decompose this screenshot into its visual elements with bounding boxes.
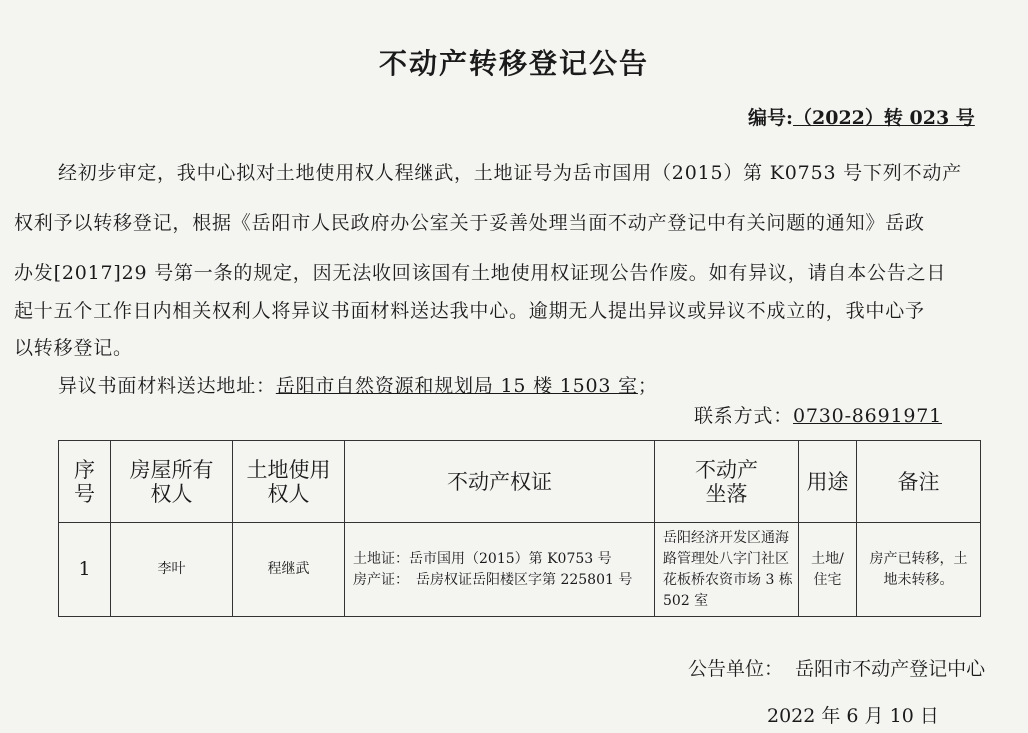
cell-remark: 房产已转移，土地未转移。 bbox=[857, 523, 981, 617]
body-line-4: 起十五个工作日内相关权利人将异议书面材料送达我中心。逾期无人提出异议或异议不成立的，我中心予 bbox=[14, 300, 925, 322]
contact-line bbox=[694, 401, 942, 428]
issue-date: 2022 年 6 月 10 日 bbox=[767, 705, 939, 727]
cell-location: 岳阳经济开发区通海路管理处八字门社区花板桥农资市场 3 栋 502 室 bbox=[655, 523, 799, 617]
contact-value: 0730-8691971 bbox=[793, 405, 943, 427]
cert-land: 土地证：岳市国用（2015）第 K0753 号 bbox=[353, 550, 612, 567]
document-number bbox=[748, 103, 975, 130]
address-end: ； bbox=[637, 375, 658, 397]
cell-usage: 土地/住宅 bbox=[799, 523, 857, 617]
issuing-unit-label: 公告单位： bbox=[688, 658, 784, 680]
table-header-row bbox=[59, 441, 981, 523]
announcement-table bbox=[58, 440, 981, 617]
document-number-value: （2022）转 023 号 bbox=[793, 107, 975, 129]
header-remark: 备注 bbox=[857, 441, 981, 523]
cell-land-user: 程继武 bbox=[233, 523, 345, 617]
body-line-2: 权利予以转移登记，根据《岳阳市人民政府办公室关于妥善处理当面不动产登记中有关问题的通知》岳政 bbox=[14, 212, 925, 234]
cell-certificate bbox=[345, 523, 655, 617]
address-label: 异议书面材料送达地址： bbox=[58, 375, 276, 397]
address-line bbox=[58, 371, 658, 398]
header-house-owner: 房屋所有权人 bbox=[111, 441, 233, 523]
header-certificate: 不动产权证 bbox=[345, 441, 655, 523]
page-title: 不动产转移登记公告 bbox=[378, 47, 649, 80]
header-usage: 用途 bbox=[799, 441, 857, 523]
cell-house-owner: 李叶 bbox=[111, 523, 233, 617]
body-line-5: 以转移登记。 bbox=[14, 337, 133, 359]
body-line-3: 办发[2017]29 号第一条的规定，因无法收回该国有土地使用权证现公告作废。如有异议，请自本公告之日 bbox=[14, 262, 947, 284]
cert-house: 房产证： 岳房权证岳阳楼区字第 225801 号 bbox=[353, 571, 633, 588]
address-value: 岳阳市自然资源和规划局 15 楼 1503 室 bbox=[275, 375, 638, 397]
header-seq: 序号 bbox=[59, 441, 111, 523]
document-number-label: 编号: bbox=[748, 107, 794, 129]
table-row bbox=[59, 523, 981, 617]
header-land-user: 土地使用权人 bbox=[233, 441, 345, 523]
contact-label: 联系方式： bbox=[694, 405, 794, 427]
cell-seq: 1 bbox=[59, 523, 111, 617]
header-location: 不动产坐落 bbox=[655, 441, 799, 523]
issuing-unit-value: 岳阳市不动产登记中心 bbox=[795, 658, 986, 680]
issuing-unit bbox=[688, 654, 985, 681]
body-line-1: 经初步审定，我中心拟对土地使用权人程继武，土地证号为岳市国用（2015）第 K0753 号下列不动产 bbox=[58, 162, 962, 184]
